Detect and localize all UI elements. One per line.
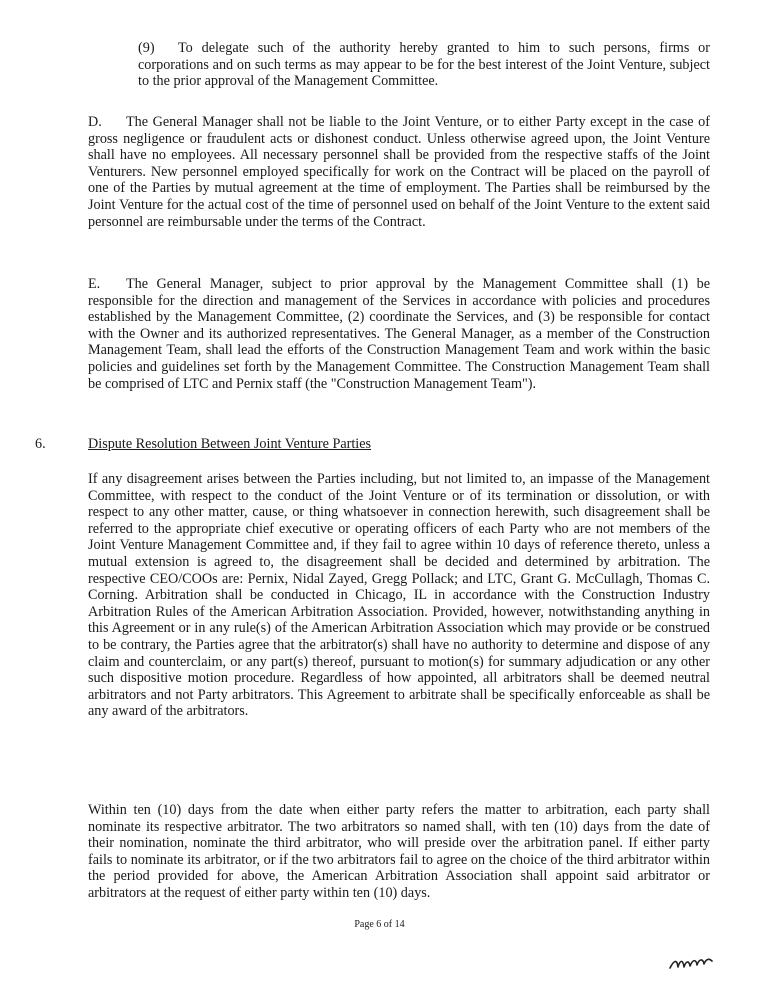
section-paragraph-2: Within ten (10) days from the date when either party refers the matter to arbitration, each party shall nominate its respective arbitrator. The two arbitrators so named shall, with ten (10) days from the date of their nomination, nominate the third arbitrator, who will preside over the arbitration panel. If either party fails to nominate its arbitrator, or if the two arbitrators fail to agree on the choice of the third arbitrator within the period provided for above, the American Arbitration Association shall appoint said arbitrator or arbitrators at the request of either party within ten (10) days. [88, 802, 710, 901]
page-footer: Page 6 of 14 [354, 919, 405, 930]
clause-item-text: To delegate such of the authority hereby granted to him to such persons, firms or corporations and on such terms as may appear to be for the best interest of the Joint Venture, subject to the prior approval of the Management Committee. [138, 40, 710, 90]
paragraph-text: The General Manager, subject to prior approval by the Management Committee shall (1) be responsible for the direction and management of the Services in accordance with policies and procedures established by the Management Committee, (2) coordinate the Services, and (3) be responsible for contact with the Owner and its authorized representatives. The General Manager, as a member of the Construction Management Team, shall lead the efforts of the Construction Management Team and work within the basic policies and guidelines set forth by the Management Committee. The Construction Management Team shall be comprised of LTC and Pernix staff (the "Construction Management Team"). [88, 276, 710, 392]
section-number: 6. [35, 436, 46, 452]
section-heading: Dispute Resolution Between Joint Venture Parties [88, 436, 372, 452]
paragraph-d [88, 114, 710, 230]
paragraph-e [88, 276, 710, 392]
section-paragraph-1: If any disagreement arises between the Parties including, but not limited to, an impasse of the Management Committee, with respect to the conduct of the Joint Venture or of its termination or dissolution, or with respect to any other matter, cause, or thing whatsoever in connection herewith, such disagreement shall be referred to the appropriate chief executive or operating officers of each Party who are not members of the Joint Venture Management Committee and, if they fail to agree within 10 days of reference thereto, unless a mutual extension is agreed to, the disagreement shall be decided and determined by arbitration. The respective CEO/COOs are: Pernix, Nidal Zayed, Gregg Pollack; and LTC, Grant G. McCullagh, Thomas C. Corning. Arbitration shall be conducted in Chicago, IL in accordance with the Construction Industry Arbitration Rules of the American Arbitration Association. Provided, however, notwithstanding anything in this Agreement or in any rule(s) of the American Arbitration Association which may provide or be construed to be contrary, the Parties agree that the arbitrator(s) shall have no authority to determine and dispose of any claim and counterclaim, or any part(s) thereof, pursuant to motion(s) for summary adjudication or any other such dispositive motion procedure. Regardless of how appointed, all arbitrators shall be deemed neutral arbitrators and not Party arbitrators. This Agreement to arbitrate shall be specifically enforceable as shall be any award of the arbitrators. [88, 471, 710, 720]
clause-item-9 [138, 40, 710, 90]
paragraph-letter: E. [88, 276, 101, 292]
paragraph-letter: D. [88, 114, 102, 130]
handwritten-initials-icon [668, 950, 716, 974]
paragraph-text: The General Manager shall not be liable to the Joint Venture, or to either Party except in the case of gross negligence or fraudulent acts or dishonest conduct. Unless otherwise agreed upon, the Joint Venture shall have no employees. All necessary personnel shall be provided from the respective staffs of the Joint Venturers. New personnel employed specifically for work on the Contract will be placed on the payroll of one of the Parties by mutual agreement at the time of employment. The Parties shall be reimbursed by the Joint Venture for the actual cost of the time of personnel used on behalf of the Joint Venture to the extent said personnel are reimbursable under the terms of the Contract. [88, 114, 710, 230]
clause-item-number: (9) [138, 40, 155, 56]
